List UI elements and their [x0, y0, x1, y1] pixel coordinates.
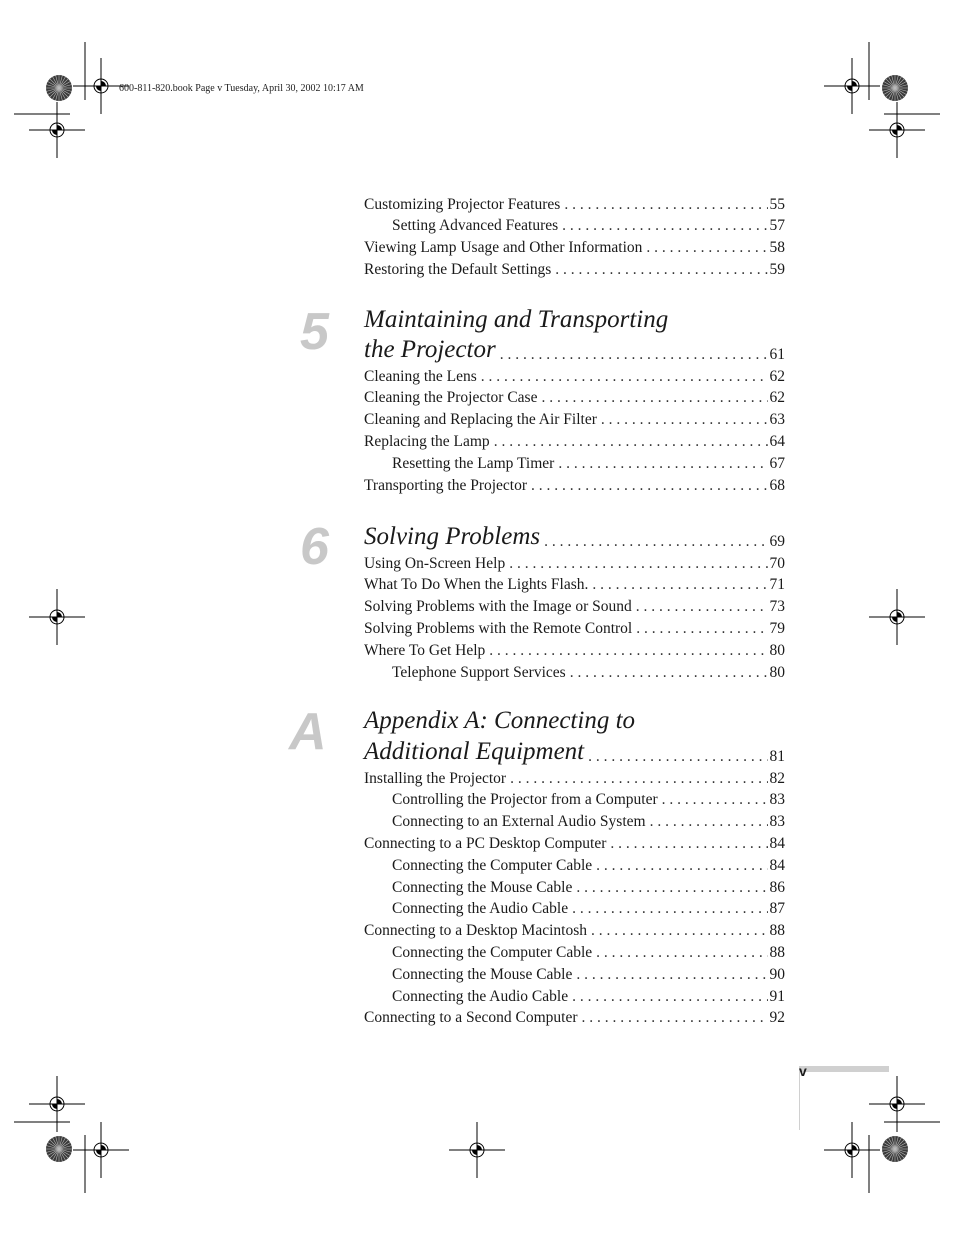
toc-page-number: 91 [769, 987, 785, 1005]
toc-page-number: 83 [769, 813, 785, 831]
toc-page-number: 84 [769, 856, 785, 874]
dot-leader [646, 240, 767, 256]
toc-page-number: 70 [769, 554, 785, 572]
chapter-title: Additional Equipment [364, 738, 585, 765]
dot-leader [489, 643, 767, 659]
color-target-icon [46, 75, 72, 101]
toc-entry-title: Restoring the Default Settings [364, 260, 552, 278]
chapter-title: the Projector [364, 336, 496, 363]
toc-page-number: 59 [769, 260, 785, 278]
toc-page-number: 62 [769, 389, 785, 407]
toc-entry-title: Setting Advanced Features [392, 217, 559, 235]
registration-mark-icon [869, 102, 925, 158]
toc-page-number: 80 [769, 663, 785, 681]
dot-leader [650, 814, 768, 830]
chapter-heading-row[interactable] [364, 334, 785, 362]
toc-entry-title: Controlling the Projector from a Computer [392, 791, 658, 809]
registration-mark-icon [73, 1122, 129, 1178]
page-number: v [799, 1063, 807, 1079]
toc-entry[interactable] [392, 897, 785, 917]
toc-entry-title: Connecting the Audio Cable [392, 900, 569, 918]
toc-page-number: 58 [769, 239, 785, 257]
toc-entry-title: Connecting the Audio Cable [392, 987, 569, 1005]
toc-entry-title: Connecting the Mouse Cable [392, 965, 573, 983]
toc-page-number: 82 [769, 769, 785, 787]
dot-leader [510, 771, 767, 787]
dot-leader [588, 749, 767, 765]
dot-leader [601, 412, 768, 428]
dot-leader [558, 456, 767, 472]
toc-page-number: 88 [769, 943, 785, 961]
dot-leader [509, 556, 767, 572]
toc-entry[interactable] [392, 940, 785, 960]
folio-bar [799, 1066, 889, 1072]
toc-page-number: 81 [769, 747, 785, 765]
toc-entry[interactable] [364, 386, 785, 406]
toc-page-number: 87 [769, 900, 785, 918]
toc-page-number: 57 [769, 217, 785, 235]
toc-entry-title: Telephone Support Services [392, 663, 566, 681]
toc-entry[interactable] [364, 429, 785, 449]
dot-leader [572, 989, 767, 1005]
toc-entry[interactable] [364, 364, 785, 384]
dot-leader [500, 347, 768, 363]
dot-leader [564, 197, 767, 213]
dot-leader [662, 792, 768, 808]
toc-entry-title: Installing the Projector [364, 769, 507, 787]
dot-leader [636, 621, 767, 637]
toc-page-number: 73 [769, 598, 785, 616]
toc-entry[interactable] [364, 573, 785, 593]
toc-page-number: 92 [769, 1009, 785, 1027]
toc-entry-title: Solving Problems with the Remote Control [364, 619, 633, 637]
toc-entry-title: Connecting to a Second Computer [364, 1009, 578, 1027]
toc-page-number: 62 [769, 367, 785, 385]
toc-entry[interactable] [364, 1006, 785, 1026]
toc-entry-title: What To Do When the Lights Flash. [364, 576, 589, 594]
dot-leader [531, 478, 767, 494]
dot-leader [592, 577, 767, 593]
registration-mark-icon [824, 1122, 880, 1178]
toc-page-number: 69 [769, 532, 785, 550]
toc-entry-title: Viewing Lamp Usage and Other Information [364, 239, 643, 257]
toc-entry-title: Solving Problems with the Image or Sound [364, 598, 632, 616]
toc-entry[interactable] [392, 810, 785, 830]
toc-entry-title: Replacing the Lamp [364, 432, 490, 450]
toc-entry[interactable] [364, 236, 785, 256]
toc-page-number: 71 [769, 576, 785, 594]
toc-entry[interactable] [392, 214, 785, 234]
registration-mark-icon [824, 58, 880, 114]
toc-page-number: 86 [769, 878, 785, 896]
print-header: 600-811-820.book Page v Tuesday, April 30, 2002 10:17 AM [119, 83, 364, 94]
toc-entry-title: Connecting to an External Audio System [392, 813, 646, 831]
toc-entry[interactable] [364, 408, 785, 428]
toc-page-number: 79 [769, 619, 785, 637]
toc-entry[interactable] [392, 984, 785, 1004]
toc-entry[interactable] [364, 257, 785, 277]
registration-mark-icon [449, 1122, 505, 1178]
color-target-icon [882, 75, 908, 101]
chapter-number: A [289, 703, 327, 761]
toc-entry-title: Connecting the Computer Cable [392, 943, 593, 961]
toc-entry-title: Transporting the Projector [364, 476, 528, 494]
dot-leader [591, 923, 768, 939]
toc-entry-title: Connecting the Mouse Cable [392, 878, 573, 896]
chapter-title-line[interactable]: Appendix A: Connecting to [364, 707, 636, 734]
dot-leader [636, 599, 768, 615]
toc-entry[interactable] [364, 638, 785, 658]
dot-leader [570, 665, 768, 681]
toc-page-number: 55 [769, 195, 785, 213]
toc-entry[interactable] [364, 192, 785, 212]
dot-leader [596, 945, 767, 961]
chapter-title-line[interactable]: Maintaining and Transporting [364, 306, 669, 333]
registration-mark-icon [29, 589, 85, 645]
dot-leader [562, 218, 767, 234]
registration-mark-icon [869, 1076, 925, 1132]
toc-entry-title: Cleaning the Projector Case [364, 389, 538, 407]
toc-page-number: 68 [769, 476, 785, 494]
dot-leader [555, 262, 767, 278]
toc-entry[interactable] [364, 595, 785, 615]
toc-entry[interactable] [364, 766, 785, 786]
toc-entry-title: Connecting to a PC Desktop Computer [364, 834, 607, 852]
chapter-heading-row[interactable] [364, 521, 785, 549]
registration-mark-icon [29, 1076, 85, 1132]
toc-entry-title: Where To Get Help [364, 641, 486, 659]
dot-leader [610, 836, 767, 852]
dot-leader [541, 390, 767, 406]
toc-entry[interactable] [392, 853, 785, 873]
toc-entry[interactable] [364, 919, 785, 939]
dot-leader [572, 901, 767, 917]
toc-page-number: 90 [769, 965, 785, 983]
dot-leader [544, 534, 767, 550]
toc-entry[interactable] [364, 831, 785, 851]
toc-page-number: 63 [769, 411, 785, 429]
toc-entry[interactable] [392, 660, 785, 680]
toc-entry-title: Customizing Projector Features [364, 195, 561, 213]
toc-entry[interactable] [392, 788, 785, 808]
toc-entry[interactable] [364, 473, 785, 493]
toc-page-number: 61 [769, 345, 785, 363]
dot-leader [576, 967, 767, 983]
toc-entry[interactable] [392, 875, 785, 895]
toc-page-number: 80 [769, 641, 785, 659]
toc-entry-title: Connecting to a Desktop Macintosh [364, 922, 587, 940]
dot-leader [582, 1010, 768, 1026]
chapter-title: Solving Problems [364, 523, 541, 550]
toc-entry-title: Cleaning and Replacing the Air Filter [364, 411, 597, 429]
color-target-icon [882, 1136, 908, 1162]
toc-entry[interactable] [392, 962, 785, 982]
toc-entry[interactable] [392, 451, 785, 471]
registration-mark-icon [869, 589, 925, 645]
registration-mark-icon [29, 102, 85, 158]
toc-entry[interactable] [364, 551, 785, 571]
toc-entry-title: Using On-Screen Help [364, 554, 506, 572]
toc-page-number: 88 [769, 922, 785, 940]
toc-page-number: 84 [769, 834, 785, 852]
dot-leader [576, 880, 767, 896]
toc-entry[interactable] [364, 616, 785, 636]
dot-leader [596, 858, 767, 874]
toc-page-number: 83 [769, 791, 785, 809]
chapter-heading-row[interactable] [364, 736, 785, 764]
dot-leader [481, 369, 768, 385]
toc-entry-title: Cleaning the Lens [364, 367, 477, 385]
toc-entry-title: Connecting the Computer Cable [392, 856, 593, 874]
dot-leader [494, 434, 768, 450]
chapter-number: 6 [300, 518, 329, 576]
toc-page-number: 67 [769, 454, 785, 472]
color-target-icon [46, 1136, 72, 1162]
chapter-number: 5 [300, 303, 329, 361]
toc-entry-title: Resetting the Lamp Timer [392, 454, 555, 472]
toc-page-number: 64 [769, 432, 785, 450]
